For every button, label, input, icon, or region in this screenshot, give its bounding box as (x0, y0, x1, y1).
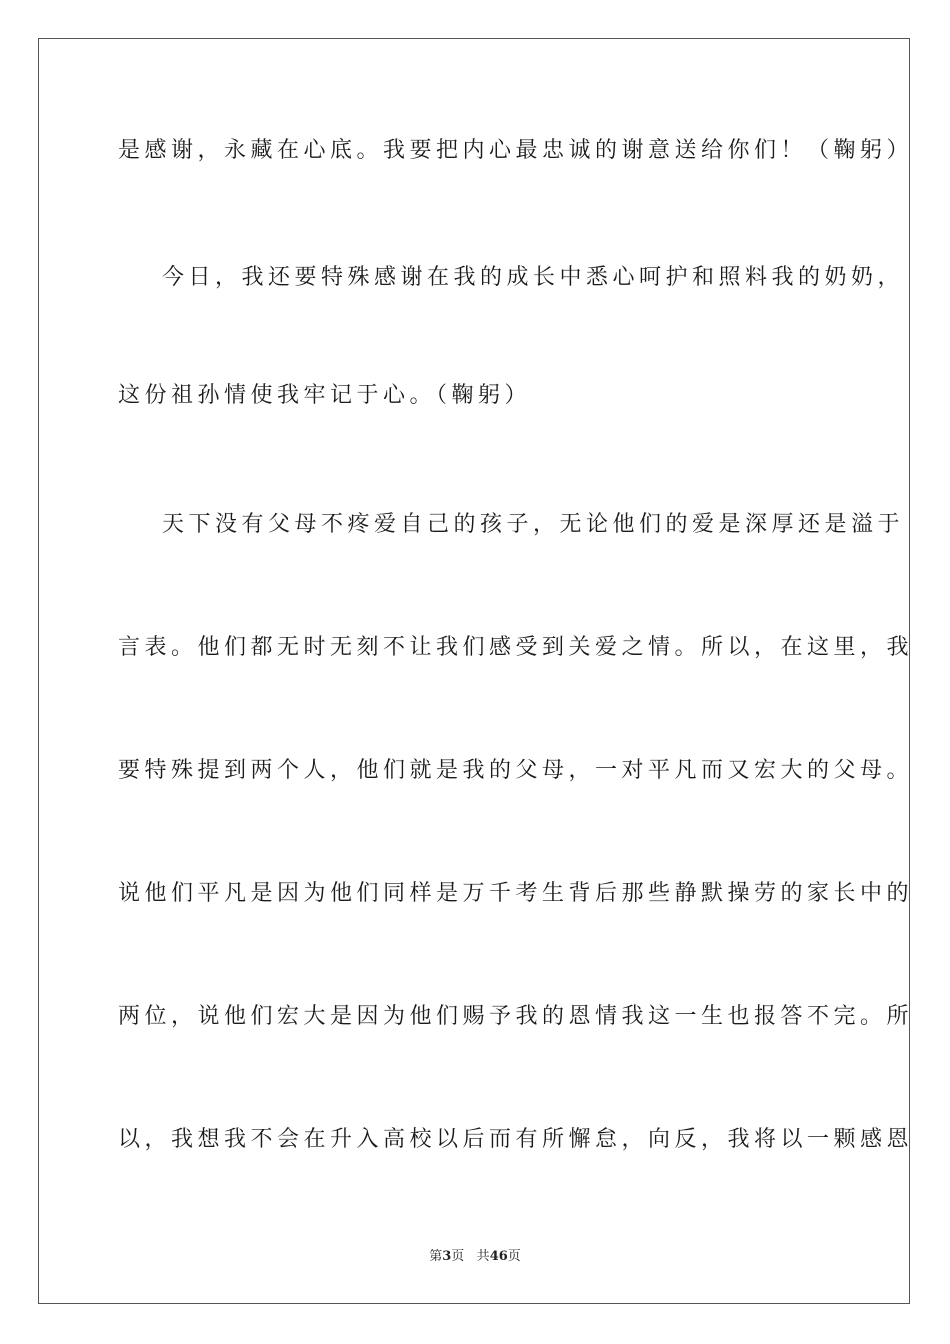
text-line: 说他们平凡是因为他们同样是万千考生背后那些静默操劳的家长中的 (118, 881, 914, 906)
total-pages: 46 (489, 1249, 508, 1264)
page-suffix: 页 (451, 1249, 465, 1264)
page-footer (0, 1248, 950, 1266)
text-line: 今日，我还要特殊感谢在我的成长中悉心呵护和照料我的奶奶， (162, 265, 905, 290)
text-line: 是感谢，永藏在心底。我要把内心最忠诚的谢意送给你们！（鞠躬） (118, 138, 914, 163)
text-line: 言表。他们都无时无刻不让我们感受到关爱之情。所以，在这里，我 (118, 635, 914, 660)
page-number: 3 (442, 1249, 452, 1264)
page-border (38, 38, 914, 1304)
text-line: 这份祖孙情使我牢记于心。（鞠躬） (118, 383, 532, 408)
text-line: 以，我想我不会在升入高校以后而有所懈怠，向反，我将以一颗感恩 (118, 1127, 914, 1152)
text-line: 两位，说他们宏大是因为他们赐予我的恩情我这一生也报答不完。所 (118, 1004, 914, 1029)
total-suffix: 页 (507, 1249, 521, 1264)
total-prefix: 共 (476, 1249, 490, 1264)
text-line: 天下没有父母不疼爱自己的孩子，无论他们的爱是深厚还是溢于 (162, 512, 905, 537)
page-prefix: 第 (429, 1249, 443, 1264)
text-line: 要特殊提到两个人，他们就是我的父母，一对平凡而又宏大的父母。 (118, 758, 914, 783)
